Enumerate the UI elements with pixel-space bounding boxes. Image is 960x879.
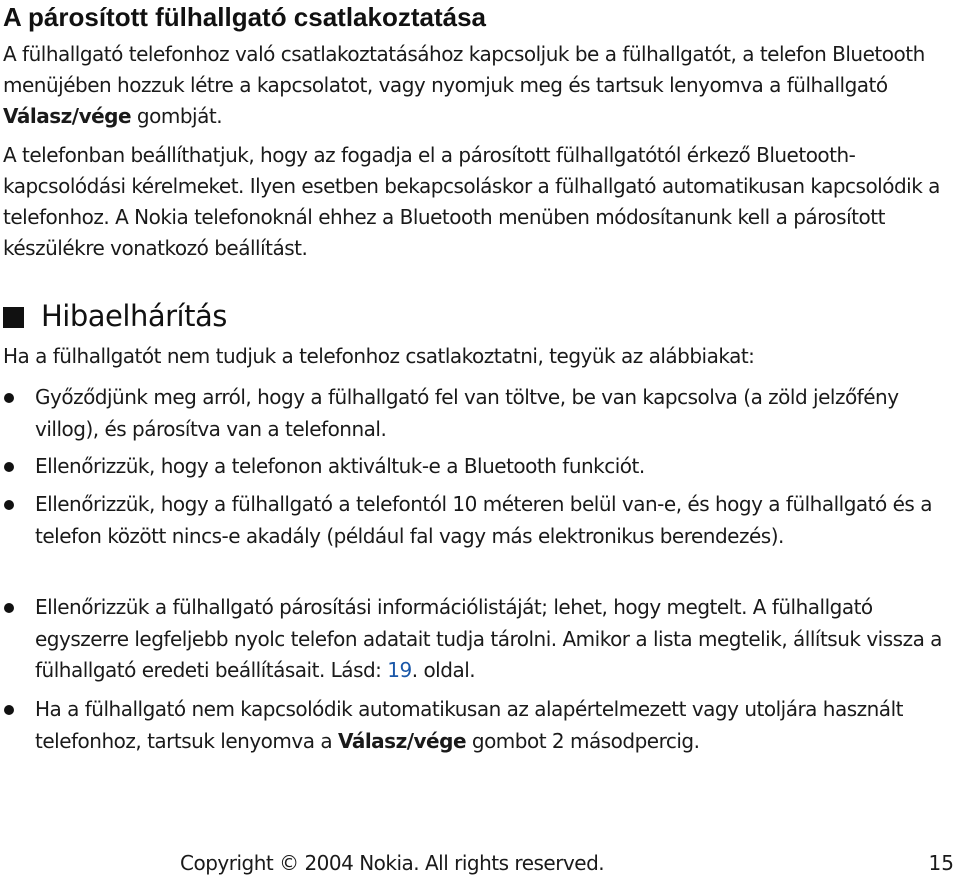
paragraph-connect-text: A fülhallgató telefonhoz való csatlakoztatásához kapcsoljuk be a fülhallgatót, a telefon Bluetooth menüjében hozzuk létre a kapcsolatot, vagy nyomjuk meg és tartsuk lenyomva a fülhallgató	[3, 42, 925, 97]
section-heading	[3, 298, 227, 334]
page-number: 15	[928, 851, 954, 875]
footer-copyright: Copyright © 2004 Nokia. All rights reserved.	[180, 851, 605, 875]
list-item-text: Győződjünk meg arról, hogy a fülhallgató fel van töltve, be van kapcsolva (a zöld jelzőfény villog), és párosítva van a telefonnal.	[35, 385, 899, 441]
page-reference-link[interactable]: 19	[387, 658, 412, 682]
list-item-text	[35, 694, 950, 757]
bullet-dot-icon	[4, 462, 14, 472]
section-heading-text: Hibaelhárítás	[41, 299, 227, 333]
list-item-text	[35, 592, 950, 687]
bullet-dot-icon	[4, 393, 14, 403]
list-item-text-start: Ellenőrizzük a fülhallgató párosítási információlistáját; lehet, hogy megtelt. A fülhallgató egyszerre legfeljebb nyolc telefon adatait tudja tárolni. Amikor a lista megtelik, állítsuk vissza a fülhallgató eredeti beállításait. Lásd:	[35, 595, 942, 682]
paragraph-connect-text-end: gombját.	[131, 104, 223, 128]
answer-end-key-label: Válasz/vége	[337, 728, 467, 753]
list-item-text: Ellenőrizzük, hogy a telefonon aktiváltuk-e a Bluetooth funkciót.	[35, 454, 645, 478]
bullet-dot-icon	[4, 705, 14, 715]
troubleshooting-intro: Ha a fülhallgatót nem tudjuk a telefonhoz csatlakoztatni, tegyük az alábbiakat:	[3, 344, 755, 368]
bullet-dot-icon	[4, 603, 14, 613]
paragraph-auto-connect: A telefonban beállíthatjuk, hogy az fogadja el a párosított fülhallgatótól érkező Bluetooth-kapcsolódási kérelmeket. Ilyen esetben bekapcsoláskor a fülhallgató automatikusan kapcsolódik a telefonhoz. A Nokia telefonoknál ehhez a Bluetooth menüben módosítanunk kell a párosított készülékre vonatkozó beállítást.	[3, 143, 940, 260]
list-item-text-end: gombot 2 másodpercig.	[466, 728, 700, 753]
page-title: A párosított fülhallgató csatlakoztatása	[3, 2, 487, 32]
list-item-text: Ellenőrizzük, hogy a fülhallgató a telefontól 10 méteren belül van-e, és hogy a fülhallgató és a telefon között nincs-e akadály (például fal vagy más elektronikus berendezés).	[35, 492, 932, 548]
paragraph-connect	[3, 39, 953, 132]
square-bullet-icon	[3, 307, 24, 328]
answer-end-key-label: Válasz/vége	[3, 104, 132, 128]
bullet-dot-icon	[4, 500, 14, 510]
list-item-text-end: . oldal.	[411, 658, 476, 682]
list-item-text-start: Ha a fülhallgató nem kapcsolódik automatikusan az alapértelmezett vagy utoljára használt telefonhoz, tartsuk lenyomva a	[35, 697, 903, 753]
